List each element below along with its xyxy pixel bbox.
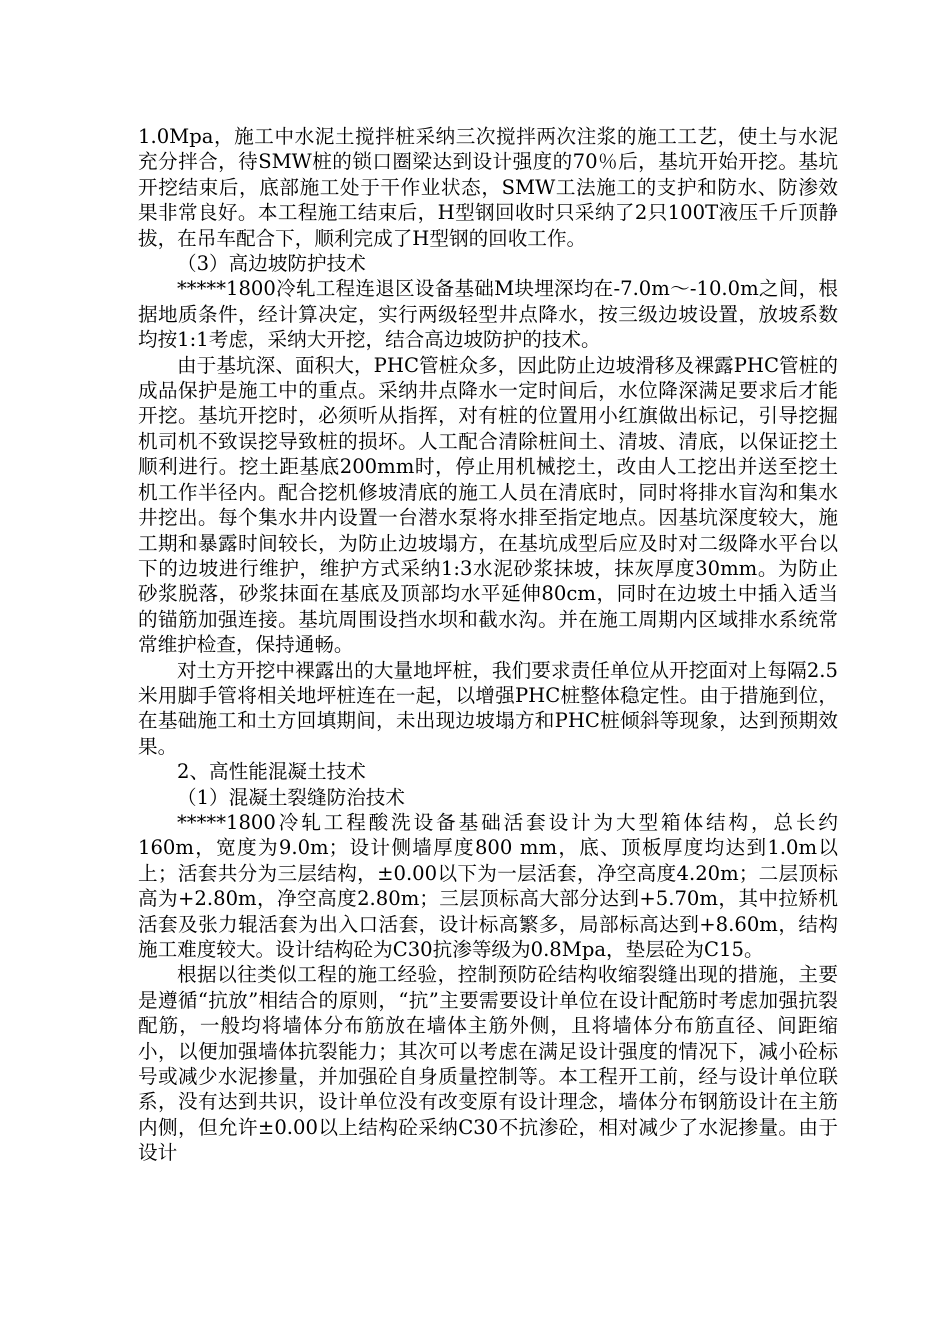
paragraph-crack-measures: 根据以往类似工程的施工经验，控制预防砼结构收缩裂缝出现的措施，主要是遵循“抗放”相结合的原则，“抗”主要需要设计单位在设计配筋时考虑加强抗裂配筋，一般均将墙体分布筋放在墙体主筋外侧，且将墙体分布筋直径、间距缩小，以便加强墙体抗裂能力；其次可以考虑在满足设计强度的情况下，减小砼标号或减少水泥掺量，并加强砼自身质量控制等。本工程开工前，经与设计单位联系，没有达到共识，设计单位没有改变原有设计理念，墙体分布钢筋设计在主筋内侧，但允许±0.00以上结构砼采纳C30不抗渗砼，相对减少了水泥掺量。由于设计: [138, 963, 838, 1165]
paragraph-smw-construction: 1.0Mpa，施工中水泥土搅拌桩采纳三次搅拌两次注浆的施工工艺，使土与水泥充分拌合，待SMW桩的锁口圈梁达到设计强度的70％后，基坑开始开挖。基坑开挖结束后，底部施工处于干作业状态，SMW工法施工的支护和防水、防渗效果非常良好。本工程施工结束后，H型钢回收时只采纳了2只100T液压千斤顶静拔，在吊车配合下，顺利完成了H型钢的回收工作。: [138, 125, 838, 250]
paragraph-slope-measures: 由于基坑深、面积大，PHC管桩众多，因此防止边坡滑移及裸露PHC管桩的成品保护是施工中的重点。采纳井点降水一定时间后，水位降深满足要求后才能开挖。基坑开挖时，必须听从指挥，对有桩的位置用小红旗做出标记，引导挖掘机司机不致误挖导致桩的损坏。人工配合清除桩间土、清坡、清底，以保证挖土顺利进行。挖土距基底200mm时，停止用机械挖土，改由人工挖出并送至挖土机工作半径内。配合挖机修坡清底的施工人员在清底时，同时将排水盲沟和集水井挖出。每个集水井内设置一台潜水泵将水排至指定地点。因基坑深度较大，施工期和暴露时间较长，为防止边坡塌方，在基坑成型后应及时对二级降水平台以下的边坡进行维护，维护方式采纳1:3水泥砂浆抹坡，抹灰厚度30mm。为防止砂浆脱落，砂浆抹面在基底及顶部均水平延伸80cm，同时在边坡土中插入适当的锚筋加强连接。基坑周围设挡水坝和截水沟。并在施工周期内区域排水系统常常维护检查，保持通畅。: [138, 353, 838, 657]
document-page: [138, 124, 838, 1166]
heading-crack-prevention: （1）混凝土裂缝防治技术: [177, 785, 405, 809]
paragraph-slope-overview: *****1800冷轧工程连退区设备基础M块埋深均在-7.0m～-10.0m之间，根据地质条件，经计算决定，实行两级轻型井点降水，按三级边坡设置，放坡系数均按1:1考虑，采纳大开挖，结合高边坡防护的技术。: [138, 277, 838, 352]
paragraph-looper-structure: *****1800冷轧工程酸洗设备基础活套设计为大型箱体结构，总长约160m，宽度为9.0m；设计侧墙厚度800 mm，底、顶板厚度均达到1.0m以上；活套共分为三层结构，±0.00以下为一层活套，净空高度4.20m；二层顶标高为+2.80m，净空高度2.80m；三层顶标高大部分达到+5.70m，其中拉矫机活套及张力辊活套为出入口活套，设计标高繁多，局部标高达到+8.60m，结构施工难度较大。设计结构砼为C30抗渗等级为0.8Mpa，垫层砼为C15。: [138, 810, 838, 961]
paragraph-ground-piles: 对土方开挖中裸露出的大量地坪桩，我们要求责任单位从开挖面对上每隔2.5米用脚手管将相关地坪桩连在一起，以增强PHC桩整体稳定性。由于措施到位，在基础施工和土方回填期间，未出现边坡塌方和PHC桩倾斜等现象，达到预期效果。: [138, 658, 838, 758]
heading-high-performance-concrete: 2、高性能混凝土技术: [177, 760, 366, 784]
heading-high-slope-protection: （3）高边坡防护技术: [177, 252, 366, 276]
